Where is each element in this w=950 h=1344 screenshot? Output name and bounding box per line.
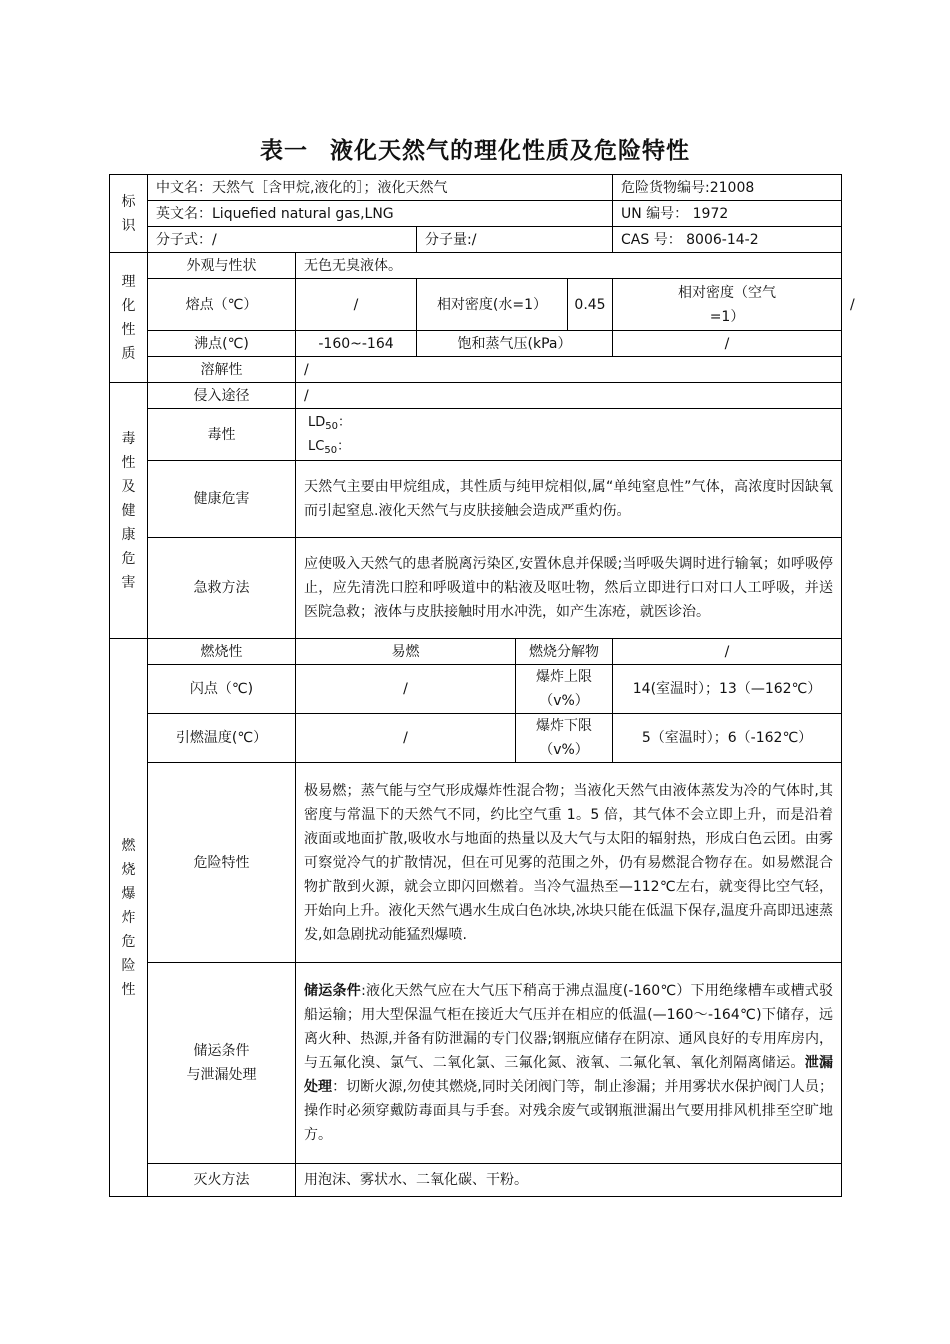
appearance-value: 无色无臭液体。 <box>296 253 842 279</box>
vapor-pressure-label: 饱和蒸气压(kPa） <box>417 331 613 357</box>
flammability-value: 易燃 <box>296 639 516 665</box>
leak-heading: 泄漏处理 <box>304 1055 834 1095</box>
solubility-value: / <box>296 357 842 383</box>
ignition-temperature-value: / <box>296 714 516 763</box>
toxicity-label: 毒性 <box>148 409 296 461</box>
route-value: / <box>296 383 842 409</box>
molecular-formula: 分子式：/ <box>148 227 417 253</box>
un-number: UN 编号： 1972 <box>613 201 842 227</box>
title-text: 液化天然气的理化性质及危险特性 <box>330 138 690 164</box>
health-hazard-label: 健康危害 <box>148 461 296 538</box>
combustion-products-value: / <box>613 639 842 665</box>
route-label: 侵入途径 <box>148 383 296 409</box>
upper-explosive-limit-value: 14(室温时）；13（—162℃） <box>613 665 842 714</box>
hazard-characteristics-value: 极易燃；蒸气能与空气形成爆炸性混合物；当液化天然气由液体蒸发为冷的气体时,其密度与常温下的天然气不同，约比空气重 1。5 倍，其气体不会立即上升，而是沿着液面或地面扩散,吸收水与地面的热量以及大气与太阳的辐射热，形成白色云团。由雾可察觉冷气的扩散情况，但在可见雾的范围之外，仍有易燃混合物存在。如易燃混合物扩散到火源，就会立即闪回燃着。当冷气温热至—112℃左右，就变得比空气轻，开始向上升。液化天然气遇水生成白色冰块,冰块只能在低温下保存,温度升高即迅速蒸发,如急剧扰动能猛烈爆喷. <box>296 763 842 963</box>
rel-density-air-label: 相对密度（空气 =1） <box>613 279 842 331</box>
category-fire: 燃烧爆炸危险性 <box>110 639 148 1197</box>
lc50: $LC_{50}$： <box>308 438 351 456</box>
msds-table: 标识 中文名：天然气［含甲烷,液化的］；液化天然气 危险货物编号:21008 英文名：Liquefied natural gas,LNG UN 编号： 1972 分子式：/ 分子量:/ CAS 号： 8006-14-2 理化性质 外观与性状 无色无臭液体。 熔点（℃） / 相对密度(水=1） 0.45 相对密度（空气 =1） / 沸点(℃) -160~-164 饱和蒸气压(kPa） / 溶解性 / 毒性及健康危害 侵入途径 / 毒性 $LD_{50}$： $LC_{50}$： 健康危害 天然气主要由甲烷组成，其性质与纯甲烷相似,属“单纯窒息性”气体，高浓度时因缺氧而引起窒息.液化天然气与皮肤接触会造成严重灼伤。 急救方法 应使吸入天然气的患者脱离污染区,安置休息并保暖;当呼吸失调时进行输氧；如呼吸停止，应先清洗口腔和呼吸道中的粘液及呕吐物，然后立即进行口对口人工呼吸，并送医院急救；液体与皮肤接触时用水冲洗，如产生冻疮，就医诊治。 燃烧爆炸危险性 燃烧性 易燃 燃烧分解物 / 闪点（℃) / 爆炸上限（v%） 14(室温时）；13（—162℃） 引燃温度(℃） / 爆炸下限（v%） 5（室温时）；6（-162℃） 危险特性 极易燃；蒸气能与空气形成爆炸性混合物；当液化天然气由液体蒸发为冷的气体时,其密度与常温下的天然气不同，约比空气重 1。5 倍，其气体不会立即上升，而是沿着液面或地面扩散,吸收水与地面的热量以及大气与太阳的辐射热，形成白色云团。由雾可察觉冷气的扩散情况，但在可见雾的范围之外，仍有易燃混合物存在。如易燃混合物扩散到火源，就会立即闪回燃着。当冷气温热至—112℃左右，就变得比空气轻，开始向上升。液化天然气遇水生成白色冰块,冰块只能在低温下保存,温度升高即迅速蒸发,如急剧扰动能猛烈爆喷. 储运条件 与泄漏处理 储运条件:液化天然气应在大气压下稍高于沸点温度(-160℃）下用绝缘槽车或槽式驳船运输；用大型保温气柜在接近大气压并在相应的低温(—160～-164℃)下储存，远离火种、热源,并备有防泄漏的专门仪器;钢瓶应储存在阴凉、通风良好的专用库房内，与五氟化溴、氯气、二氧化氯、三氟化氮、液氧、二氟化氧、氧化剂隔离储运。泄漏处理：切断火源,勿使其燃烧,同时关闭阀门等，制止渗漏；并用雾状水保护阀门人员；操作时必须穿戴防毒面具与手套。对残余废气或钢瓶泄漏出气要用排风机排至空旷地方。 灭火方法 用泡沫、雾状水、二氧化碳、干粉。 <box>109 174 842 1197</box>
category-physchem: 理化性质 <box>110 253 148 383</box>
melting-point-label: 熔点（℃） <box>148 279 296 331</box>
lower-explosive-limit-label: 爆炸下限（v%） <box>516 714 613 763</box>
health-hazard-value: 天然气主要由甲烷组成，其性质与纯甲烷相似,属“单纯窒息性”气体，高浓度时因缺氧而引起窒息.液化天然气与皮肤接触会造成严重灼伤。 <box>296 461 842 538</box>
flammability-label: 燃烧性 <box>148 639 296 665</box>
english-name: 英文名：Liquefied natural gas,LNG <box>148 201 613 227</box>
category-identification: 标识 <box>110 175 148 253</box>
cas-number: CAS 号： 8006-14-2 <box>613 227 842 253</box>
boiling-point-label: 沸点(℃) <box>148 331 296 357</box>
combustion-products-label: 燃烧分解物 <box>516 639 613 665</box>
storage-leak-label: 储运条件 与泄漏处理 <box>148 963 296 1164</box>
appearance-label: 外观与性状 <box>148 253 296 279</box>
hazard-goods-number: 危险货物编号:21008 <box>613 175 842 201</box>
molecular-weight: 分子量:/ <box>417 227 613 253</box>
ld50: $LD_{50}$： <box>308 414 352 432</box>
melting-point-value: / <box>296 279 417 331</box>
flash-point-value: / <box>296 665 516 714</box>
lower-explosive-limit-value: 5（室温时）；6（-162℃） <box>613 714 842 763</box>
boiling-point-value: -160~-164 <box>296 331 417 357</box>
category-toxicity: 毒性及健康危害 <box>110 383 148 639</box>
title-table-number: 表一 <box>260 138 308 164</box>
extinguishing-label: 灭火方法 <box>148 1164 296 1197</box>
vapor-pressure-value: / <box>613 331 842 357</box>
first-aid-label: 急救方法 <box>148 538 296 639</box>
storage-leak-value: 储运条件:液化天然气应在大气压下稍高于沸点温度(-160℃）下用绝缘槽车或槽式驳船运输；用大型保温气柜在接近大气压并在相应的低温(—160～-164℃)下储存，远离火种、热源,并备有防泄漏的专门仪器;钢瓶应储存在阴凉、通风良好的专用库房内，与五氟化溴、氯气、二氧化氯、三氟化氮、液氧、二氟化氧、氧化剂隔离储运。泄漏处理：切断火源,勿使其燃烧,同时关闭阀门等，制止渗漏；并用雾状水保护阀门人员；操作时必须穿戴防毒面具与手套。对残余废气或钢瓶泄漏出气要用排风机排至空旷地方。 <box>296 963 842 1164</box>
extinguishing-value: 用泡沫、雾状水、二氧化碳、干粉。 <box>296 1164 842 1197</box>
toxicity-value <box>296 409 842 461</box>
storage-heading: 储运条件 <box>304 983 362 999</box>
ignition-temperature-label: 引燃温度(℃） <box>148 714 296 763</box>
solubility-label: 溶解性 <box>148 357 296 383</box>
first-aid-value: 应使吸入天然气的患者脱离污染区,安置休息并保暖;当呼吸失调时进行输氧；如呼吸停止，应先清洗口腔和呼吸道中的粘液及呕吐物，然后立即进行口对口人工呼吸，并送医院急救；液体与皮肤接触时用水冲洗，如产生冻疮，就医诊治。 <box>296 538 842 639</box>
hazard-characteristics-label: 危险特性 <box>148 763 296 963</box>
flash-point-label: 闪点（℃) <box>148 665 296 714</box>
rel-density-water-value: 0.45 <box>568 279 613 331</box>
upper-explosive-limit-label: 爆炸上限（v%） <box>516 665 613 714</box>
chinese-name: 中文名：天然气［含甲烷,液化的］；液化天然气 <box>148 175 613 201</box>
rel-density-water-label: 相对密度(水=1） <box>417 279 568 331</box>
page-title <box>0 132 950 165</box>
